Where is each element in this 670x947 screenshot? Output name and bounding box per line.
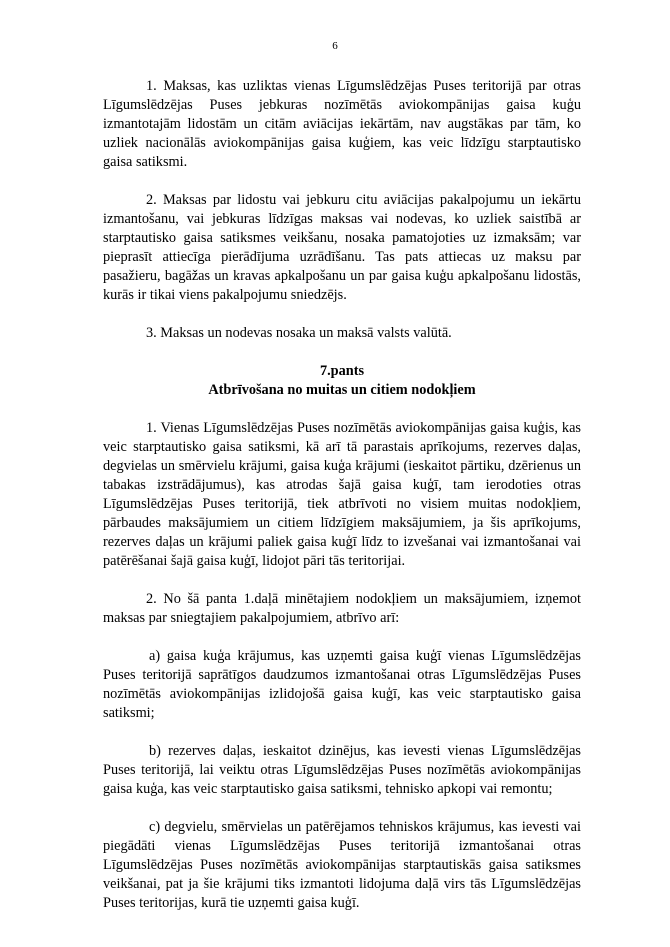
sub-item-a: a) gaisa kuģa krājumus, kas uzņemti gaisa kuģī vienas Līgumslēdzējas Puses teritorijā saprātīgos daudzumos izmantošanai otras Līgumslēdzējas Puses nozīmētās aviokompānijas izlidojošā gaisa kuģī, kas veic starptautisko gaisa satiksmi; — [103, 648, 581, 721]
article-number: 7.pants — [319, 363, 365, 379]
paragraph-7-1: 1. Vienas Līgumslēdzējas Puses nozīmētās aviokompānijas gaisa kuģis, kas veic starptautisko gaisa satiksmi, kā arī tā parastais aprīkojums, rezerves daļas, degvielas un smērvielu krājumi, gaisa kuģa krājumi (ieskaitot pārtiku, dzērienus un tabakas izstrādājumus), kas atrodas šajā gaisa kuģī, tam ierodoties otras Līgumslēdzējas Puses teritorijā, tiek atbrīvoti no visiem muitas nodokļiem, pārbaudes maksājumiem un citiem līdzīgiem maksājumiem, ja šis aprīkojums, rezerves daļas un krājumi paliek gaisa kuģī līdz to izvešanai vai izmantošanai vai patērēšanai šajā gaisa kuģī, lidojot pāri tās teritorijai. — [103, 420, 581, 569]
page-number: 6 — [332, 40, 338, 52]
paragraph-6-3: 3. Maksas un nodevas nosaka un maksā valsts valūtā. — [146, 325, 452, 341]
paragraph-6-2: 2. Maksas par lidostu vai jebkuru citu aviācijas pakalpojumu un iekārtu izmantošanu, vai jebkuras līdzīgas maksas vai nodevas, ko uzliek saistībā ar starptautisko gaisa satiksmes veikšanu, nosaka pamatojoties uz izmaksām; var pieprasīt attiecīga pierādījuma uzrādīšanu. Tas pats attiecas uz maksu par pasažieru, bagāžas un kravas apkalpošanu un par gaisa kuģu apkalpošanu lidostās, kurās ir tikai viens pakalpojumu sniedzējs. — [103, 192, 581, 303]
paragraph-7-2: 2. No šā panta 1.daļā minētajiem nodokļiem un maksājumiem, izņemot maksas par sniegtajiem pakalpojumiem, atbrīvo arī: — [103, 591, 581, 626]
document-body — [103, 77, 581, 913]
sub-item-c: c) degvielu, smērvielas un patērējamos tehniskos krājumus, kas ievesti vai piegādāti vienas Līgumslēdzējas Puses teritorijā izmantošanai otras Līgumslēdzējas Puses nozīmētās aviokompānijas starptautiskās gaisa satiksmes veikšanai, pat ja šie krājumi tiks izmantoti lidojuma daļā virs tās Līgumslēdzējas Puses teritorijas, kurā tie uzņemti gaisa kuģī. — [103, 819, 581, 911]
article-heading — [103, 362, 581, 400]
paragraph-6-1: 1. Maksas, kas uzliktas vienas Līgumslēdzējas Puses teritorijā par otras Līgumslēdzējas Puses jebkuras nozīmētās aviokompānijas gaisa kuģu izmantotajām lidostām un citām aviācijas iekārtām, nav augstākas par tām, ko uzliek nacionālās aviokompānijas gaisa kuģiem, kas veic līdzīgu starptautisko gaisa satiksmi. — [103, 78, 581, 170]
sub-item-b: b) rezerves daļas, ieskaitot dzinējus, kas ievesti vienas Līgumslēdzējas Puses teritorijā, lai veiktu otras Līgumslēdzējas Puses nozīmētās aviokompānijas gaisa kuģa, kas veic starptautisko gaisa satiksmi, tehnisko apkopi vai remontu; — [103, 743, 581, 797]
article-title: Atbrīvošana no muitas un citiem nodokļiem — [208, 382, 476, 398]
